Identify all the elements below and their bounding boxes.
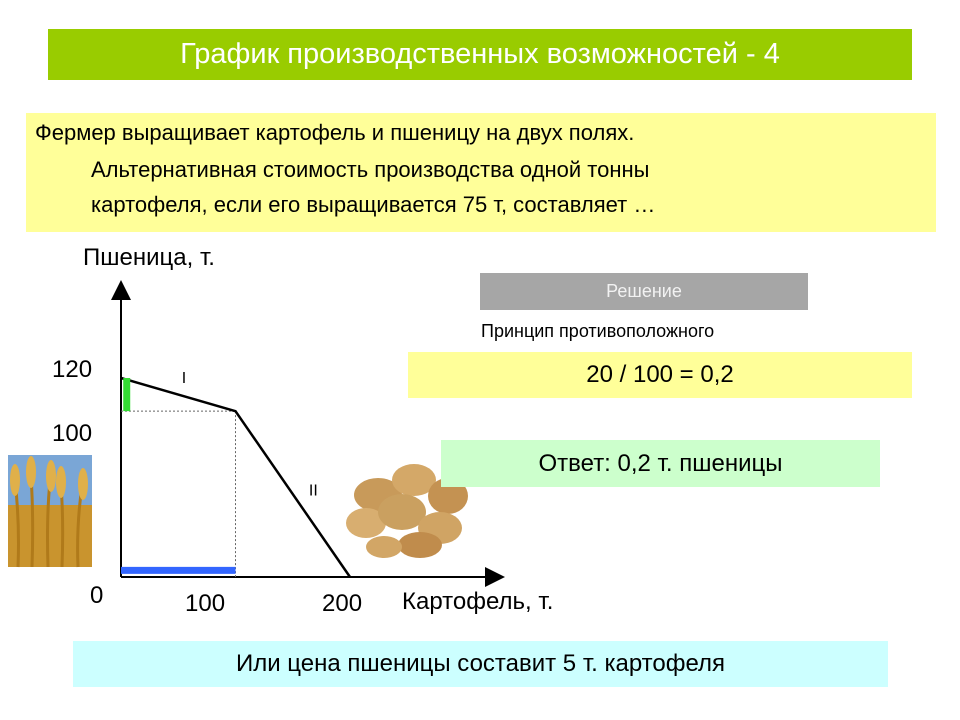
ppf-curve: [121, 378, 350, 577]
principle-text: Принцип противоположного: [481, 321, 715, 341]
x-axis-title: Картофель, т.: [402, 588, 554, 615]
problem-line-3: картофеля, если его выращивается 75 т, составляет …: [91, 192, 656, 217]
page-title: График производственных возможностей - 4: [180, 38, 780, 70]
problem-line-2: Альтернативная стоимость производства одной тонны: [91, 157, 650, 182]
y-tick-100: 100: [52, 420, 93, 447]
solution-button[interactable]: Решение: [480, 273, 808, 310]
calculation-box: 20 / 100 = 0,2: [408, 352, 912, 398]
x-tick-200: 200: [322, 590, 363, 617]
problem-line-1: Фермер выращивает картофель и пшеницу на двух полях.: [35, 120, 635, 145]
footer-note: Или цена пшеницы составит 5 т. картофеля: [73, 641, 888, 687]
x-tick-100: 100: [185, 590, 226, 617]
region-label-2: II: [308, 482, 318, 500]
y-tick-120: 120: [52, 356, 93, 383]
y-axis-title: Пшеница, т.: [83, 244, 215, 271]
region-label-1: I: [181, 369, 187, 387]
answer-box: Ответ: 0,2 т. пшеницы: [441, 440, 880, 487]
wheat-photo: [8, 455, 92, 567]
origin-label: 0: [90, 582, 104, 609]
